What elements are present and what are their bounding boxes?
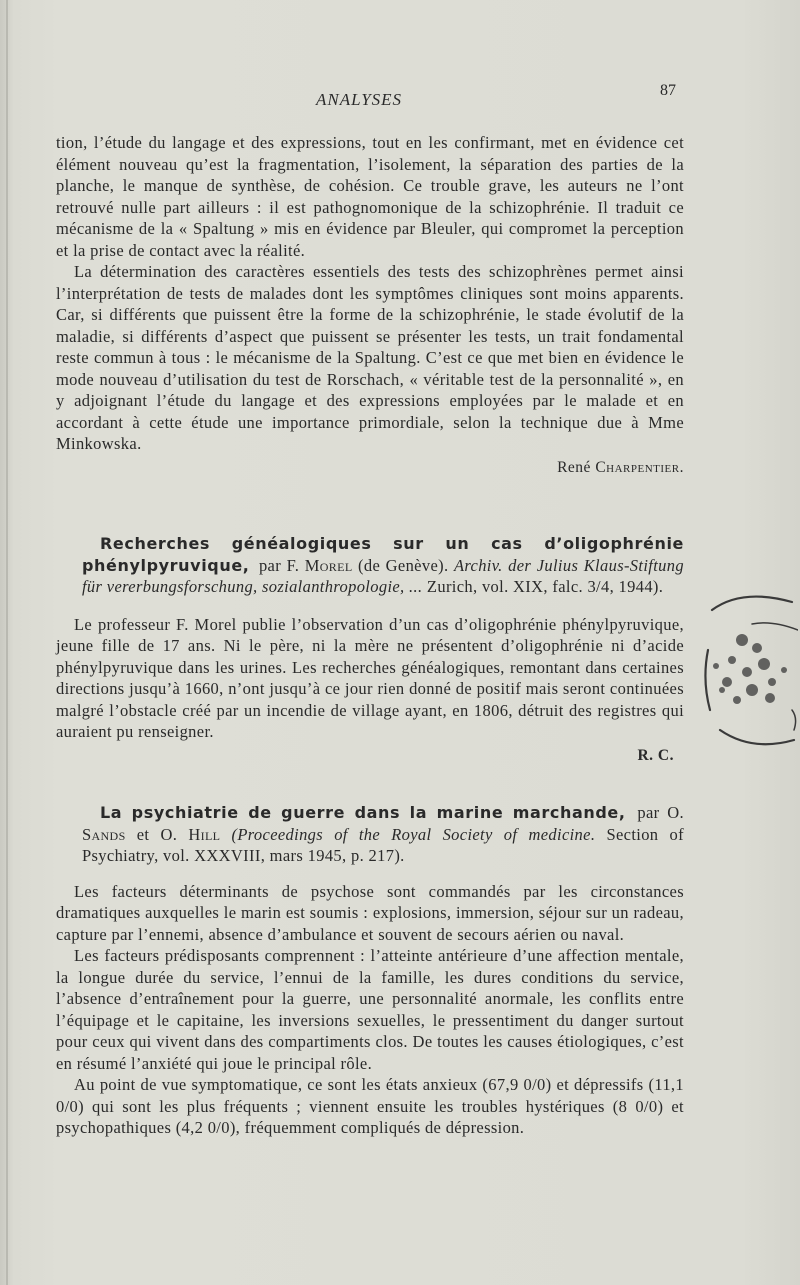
review-reference bbox=[56, 533, 684, 598]
author-name: Morel bbox=[304, 555, 353, 575]
paragraph: La détermination des caractères essentiels des tests des schizophrènes permet ainsi l’interprétation de tests de malades dont les symptômes cliniques sont moins apparents. Car, si différents que puissent être la forme de la schizophrénie, le stade évolutif de la maladie, si différents d’aspect que puissent se présenter les tests, un trait fondamental reste commun à tous : le mécanisme de la Spaltung. C’est ce que met bien en évidence le mode nouveau d’utilisation du test de Rorschach, « véritable test de la personnalité », en y adjoignant l’étude du langage et des expressions employées par le malade et en accordant à cette étude une importance primordiale, selon la technique due à Mme Minkowska. bbox=[56, 262, 684, 453]
signature: R. C. bbox=[637, 746, 674, 764]
by-label: par F. bbox=[258, 555, 300, 575]
journal-title: Archiv. der Julius Klaus-Stiftung für vererbungsforschung, sozialanthropologie, ... bbox=[82, 555, 684, 596]
page-number: 87 bbox=[660, 82, 676, 99]
author-note: (de Genève). bbox=[358, 555, 449, 575]
author-name: Hill bbox=[188, 824, 221, 844]
paragraph: Les facteurs prédisposants comprennent : l’atteinte antérieure d’une affection mentale, la longue durée du service, l’ennui de la famille, les dures conditions du service, l’absence d’entraînement pour la guerre, une personnalité anormale, les conflits entre l’équipage et le capitaine, les inversions sexuelles, le pressentiment du danger surtout pour ceux qui vivent dans des compartiments clos. De toutes les causes étiologiques, c’est en résumé l’anxiété qui joue le principal rôle. bbox=[56, 946, 684, 1073]
review-reference bbox=[56, 802, 684, 867]
paragraph: Le professeur F. Morel publie l’observation d’un cas d’oligophrénie phénylpyruvique, jeune fille de 17 ans. Ni le père, ni la mère ne présentent d’oligophrénie ni d’acide phénylpyruvique dans les urines. Les recherches généalogiques, remontant dans certaines directions jusqu’à 1660, n’ont jusqu’à ce jour rien donné de positif mais seront continuées malgré l’obstacle créé par un incendie de village ayant, en 1806, détruit des registres qui auraient pu renseigner. bbox=[56, 614, 684, 741]
author-name: Sands bbox=[82, 824, 126, 844]
paragraph: Les facteurs déterminants de psychose sont commandés par les circonstances dramatiques auxquelles le marin est soumis : explosions, immersion, séjour sur un radeau, capture par l’ennemi, absence d’ambulance et souvent de secours aérien ou naval. bbox=[56, 881, 684, 944]
and-label: et O. bbox=[136, 824, 178, 844]
review-psychiatrie-guerre bbox=[56, 802, 684, 1139]
by-label: par O. bbox=[637, 803, 685, 822]
review-continuation bbox=[56, 132, 684, 478]
library-stamp bbox=[702, 590, 798, 756]
journal-title: (Proceedings of the Royal Society of medicine. bbox=[231, 824, 596, 844]
citation: Section of Psychiatry, vol. XXXVIII, mars 1945, p. 217). bbox=[82, 824, 684, 865]
paragraph: Au point de vue symptomatique, ce sont les états anxieux (67,9 0/0) et dépressifs (11,1 0/0) qui sont les plus fréquents ; viennent ensuite les troubles hystériques (8 0/0) et psychopathiques (4,2 0/0), fréquemment compliqués de dépression. bbox=[56, 1075, 684, 1137]
signature bbox=[56, 457, 684, 479]
citation: Zurich, vol. XIX, falc. 3/4, 1944). bbox=[426, 577, 664, 596]
review-oligophrenie bbox=[56, 533, 684, 766]
review-title: Recherches généalogiques sur un cas d’oligophrénie phénylpyruvique, bbox=[82, 534, 684, 575]
paragraph: tion, l’étude du langage et des expressions, tout en les confirmant, met en évidence cet élément nouveau qu’est la fragmentation, l’isolement, la séparation des parties de la planche, le manque de synthèse, de cohésion. Ce trouble grave, les auteurs ne l’ont retrouvé nulle part ailleurs : il est pathognomonique de la schizophrénie. Il traduit ce mécanisme de la « Spaltung » mis en évidence par Bleuler, qui compromet la perception et la prise de contact avec la réalité. bbox=[56, 133, 684, 260]
signature-first-name: René bbox=[557, 458, 591, 476]
running-head: ANALYSES bbox=[316, 90, 403, 109]
review-title: La psychiatrie de guerre dans la marine marchande, bbox=[100, 803, 626, 822]
signature-last-name: Charpentier. bbox=[595, 458, 684, 476]
